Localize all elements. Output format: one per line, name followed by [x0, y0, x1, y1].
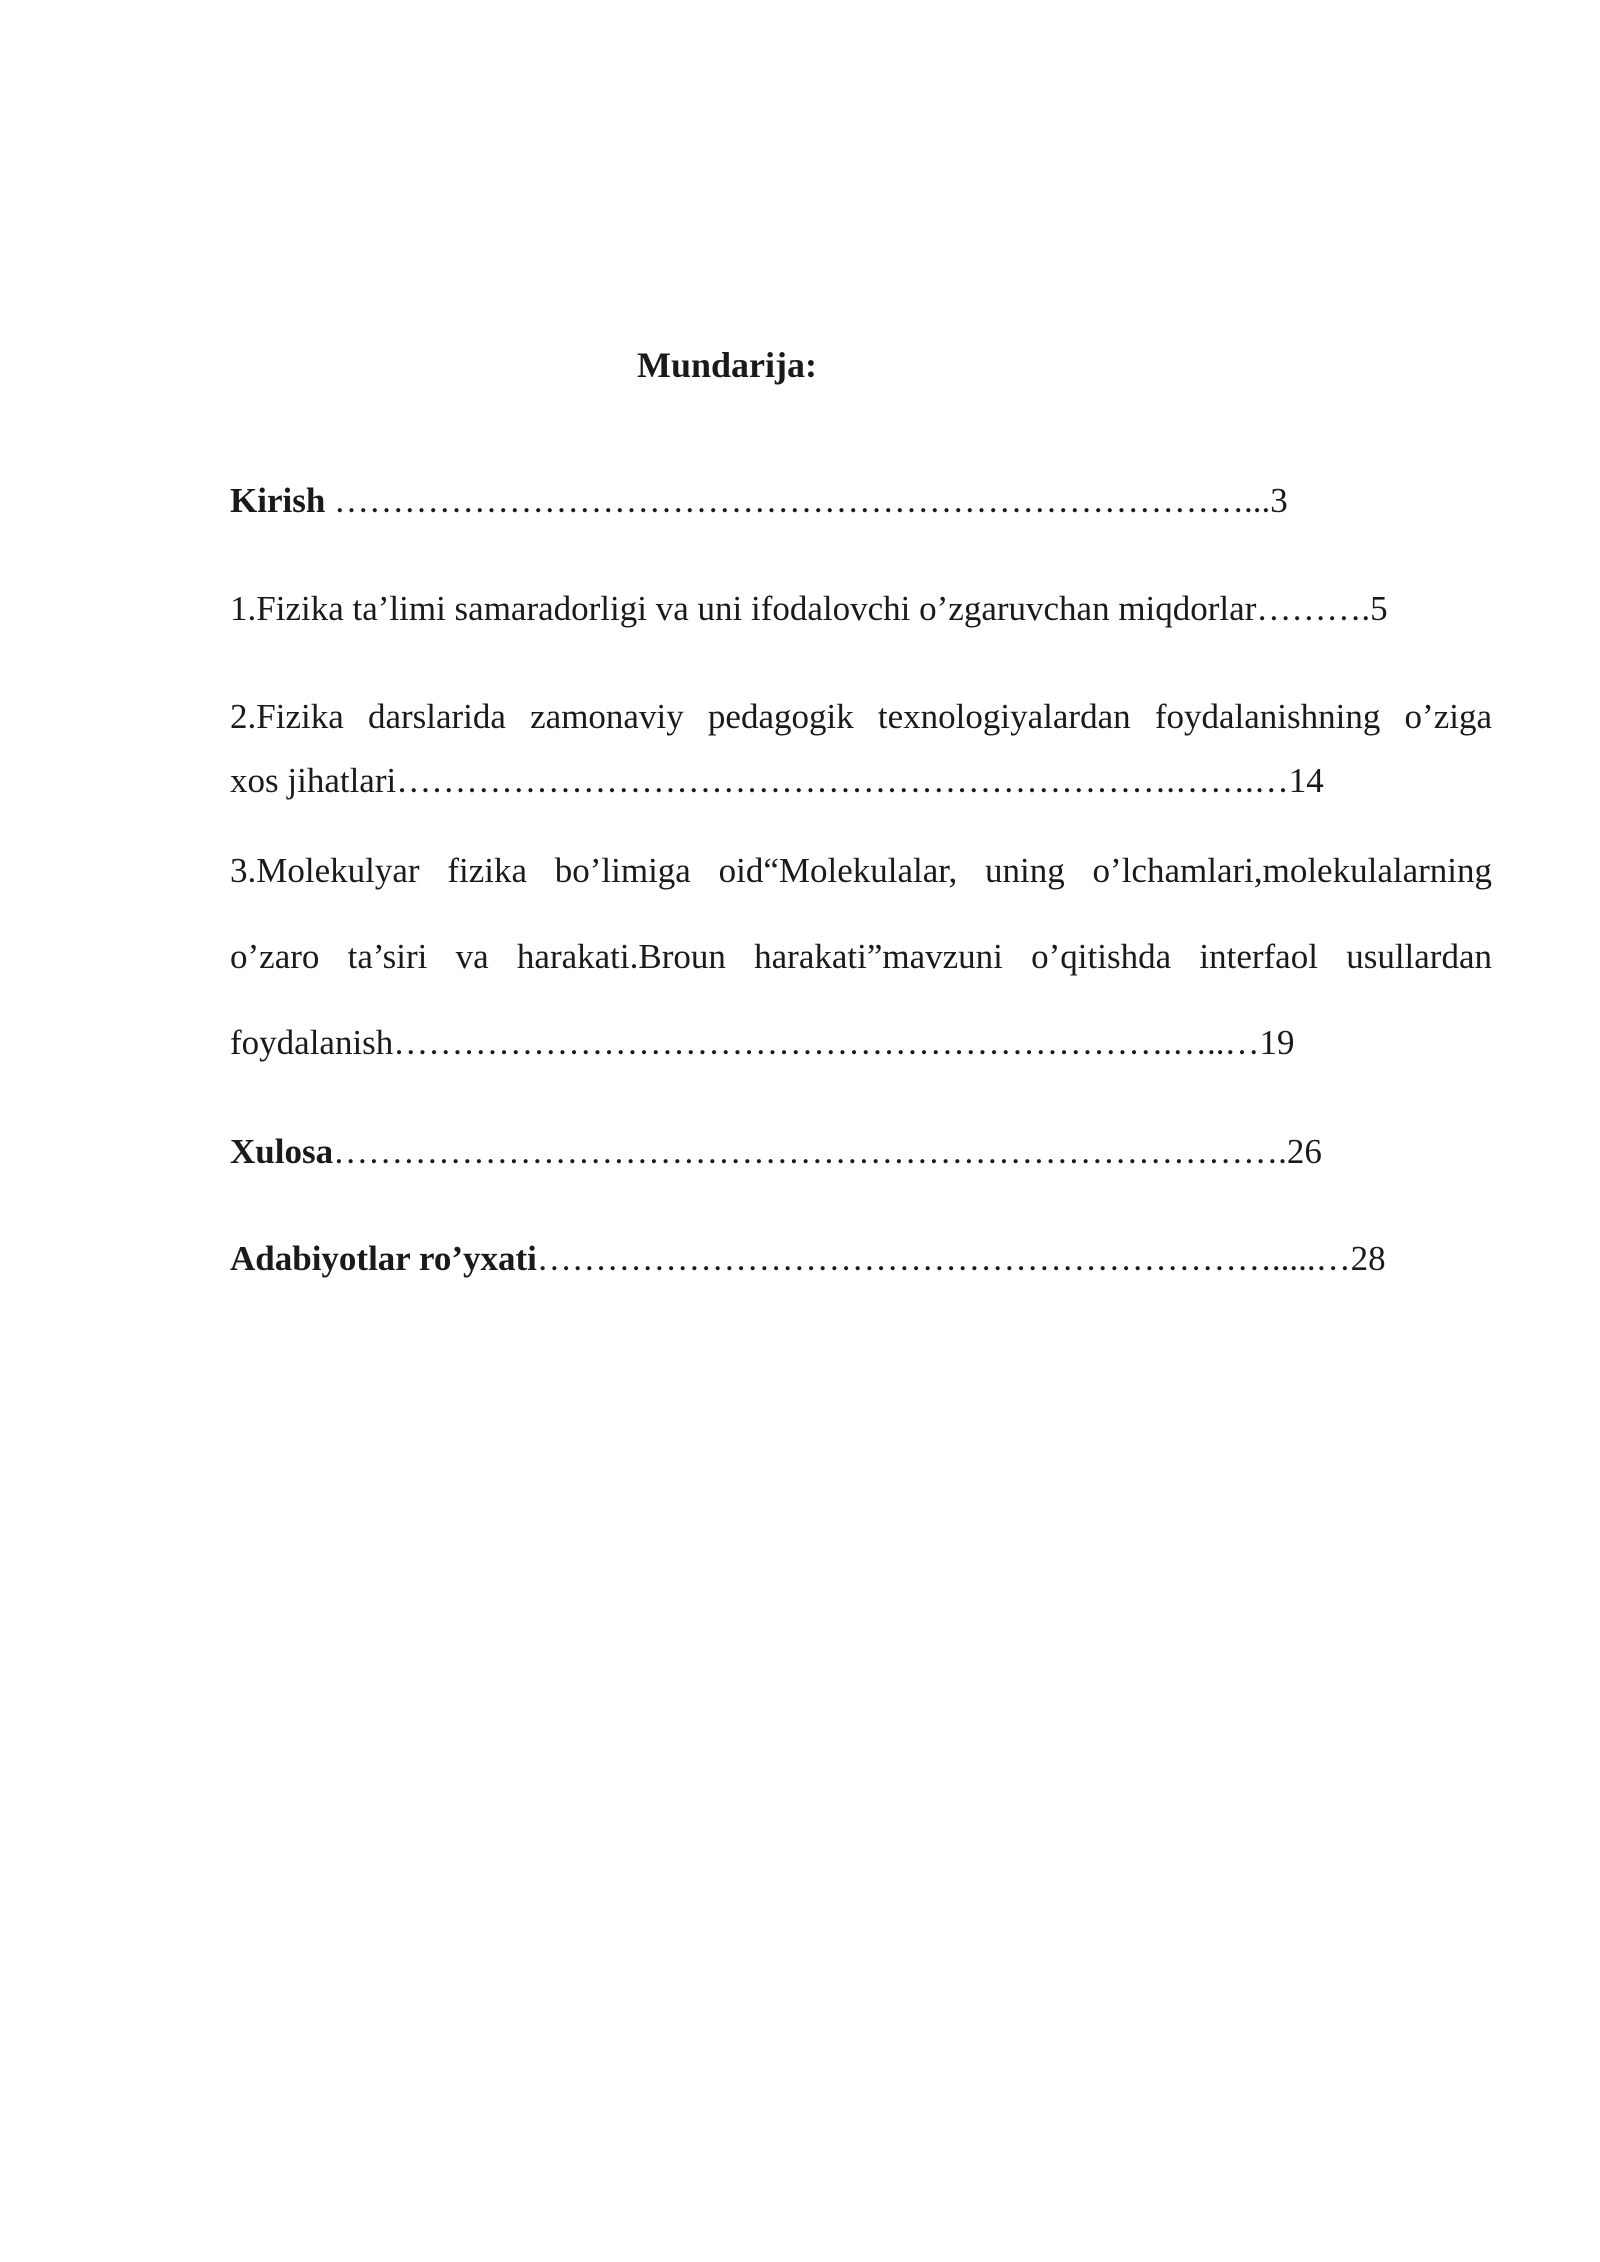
- toc-entry-xulosa: [230, 1129, 1322, 1175]
- toc-entry-chapter-3-line-3: [230, 1020, 1295, 1066]
- toc-entry-chapter-1-text: 1.Fizika ta’limi samaradorligi va uni ifodalovchi o’zgaruvchan miqdorlar……….: [230, 589, 1371, 628]
- toc-entry-chapter-3-text: foydalanish………………………………………………………….…..…: [230, 1023, 1260, 1062]
- toc-entry-xulosa-label: Xulosa: [230, 1132, 334, 1171]
- toc-entry-adabiyotlar-leader: ……………………………………………………….....…: [536, 1239, 1351, 1278]
- toc-entry-chapter-1-page: 5: [1370, 589, 1388, 628]
- toc-entry-chapter-2-line-2: [230, 758, 1324, 804]
- toc-entry-adabiyotlar: [230, 1236, 1386, 1282]
- toc-entry-kirish: [230, 478, 1288, 524]
- toc-entry-chapter-2-page: 14: [1288, 761, 1324, 800]
- toc-entry-kirish-leader: ……………………………………………………………………...: [325, 481, 1271, 520]
- toc-entry-adabiyotlar-label: Adabiyotlar ro’yxati: [230, 1239, 537, 1278]
- toc-title: Mundarija:: [637, 345, 817, 385]
- toc-entry-kirish-label: Kirish: [230, 481, 326, 520]
- toc-entry-chapter-2-text: xos jihatlari………………………………………………………….…….…: [230, 761, 1289, 800]
- toc-entry-chapter-3-line-2: o’zaro ta’siri va harakati.Broun harakati”mavzuni o’qitishda interfaol usullardan: [230, 937, 1492, 976]
- toc-entry-xulosa-leader: ……………………………………………………………………….: [333, 1132, 1287, 1171]
- toc-entry-adabiyotlar-page: 28: [1350, 1239, 1386, 1278]
- toc-entry-kirish-page: 3: [1270, 481, 1288, 520]
- toc-entry-chapter-2-line-1: 2.Fizika darslarida zamonaviy pedagogik texnologiyalardan foydalanishning o’ziga: [230, 697, 1492, 736]
- toc-entry-chapter-3-page: 19: [1259, 1023, 1295, 1062]
- toc-entry-xulosa-page: 26: [1286, 1132, 1322, 1171]
- toc-entry-chapter-3-line-1: 3.Molekulyar fizika bo’limiga oid“Molekulalar, uning o’lchamlari,molekulalarning: [230, 851, 1492, 890]
- toc-entry-chapter-1: [230, 586, 1388, 632]
